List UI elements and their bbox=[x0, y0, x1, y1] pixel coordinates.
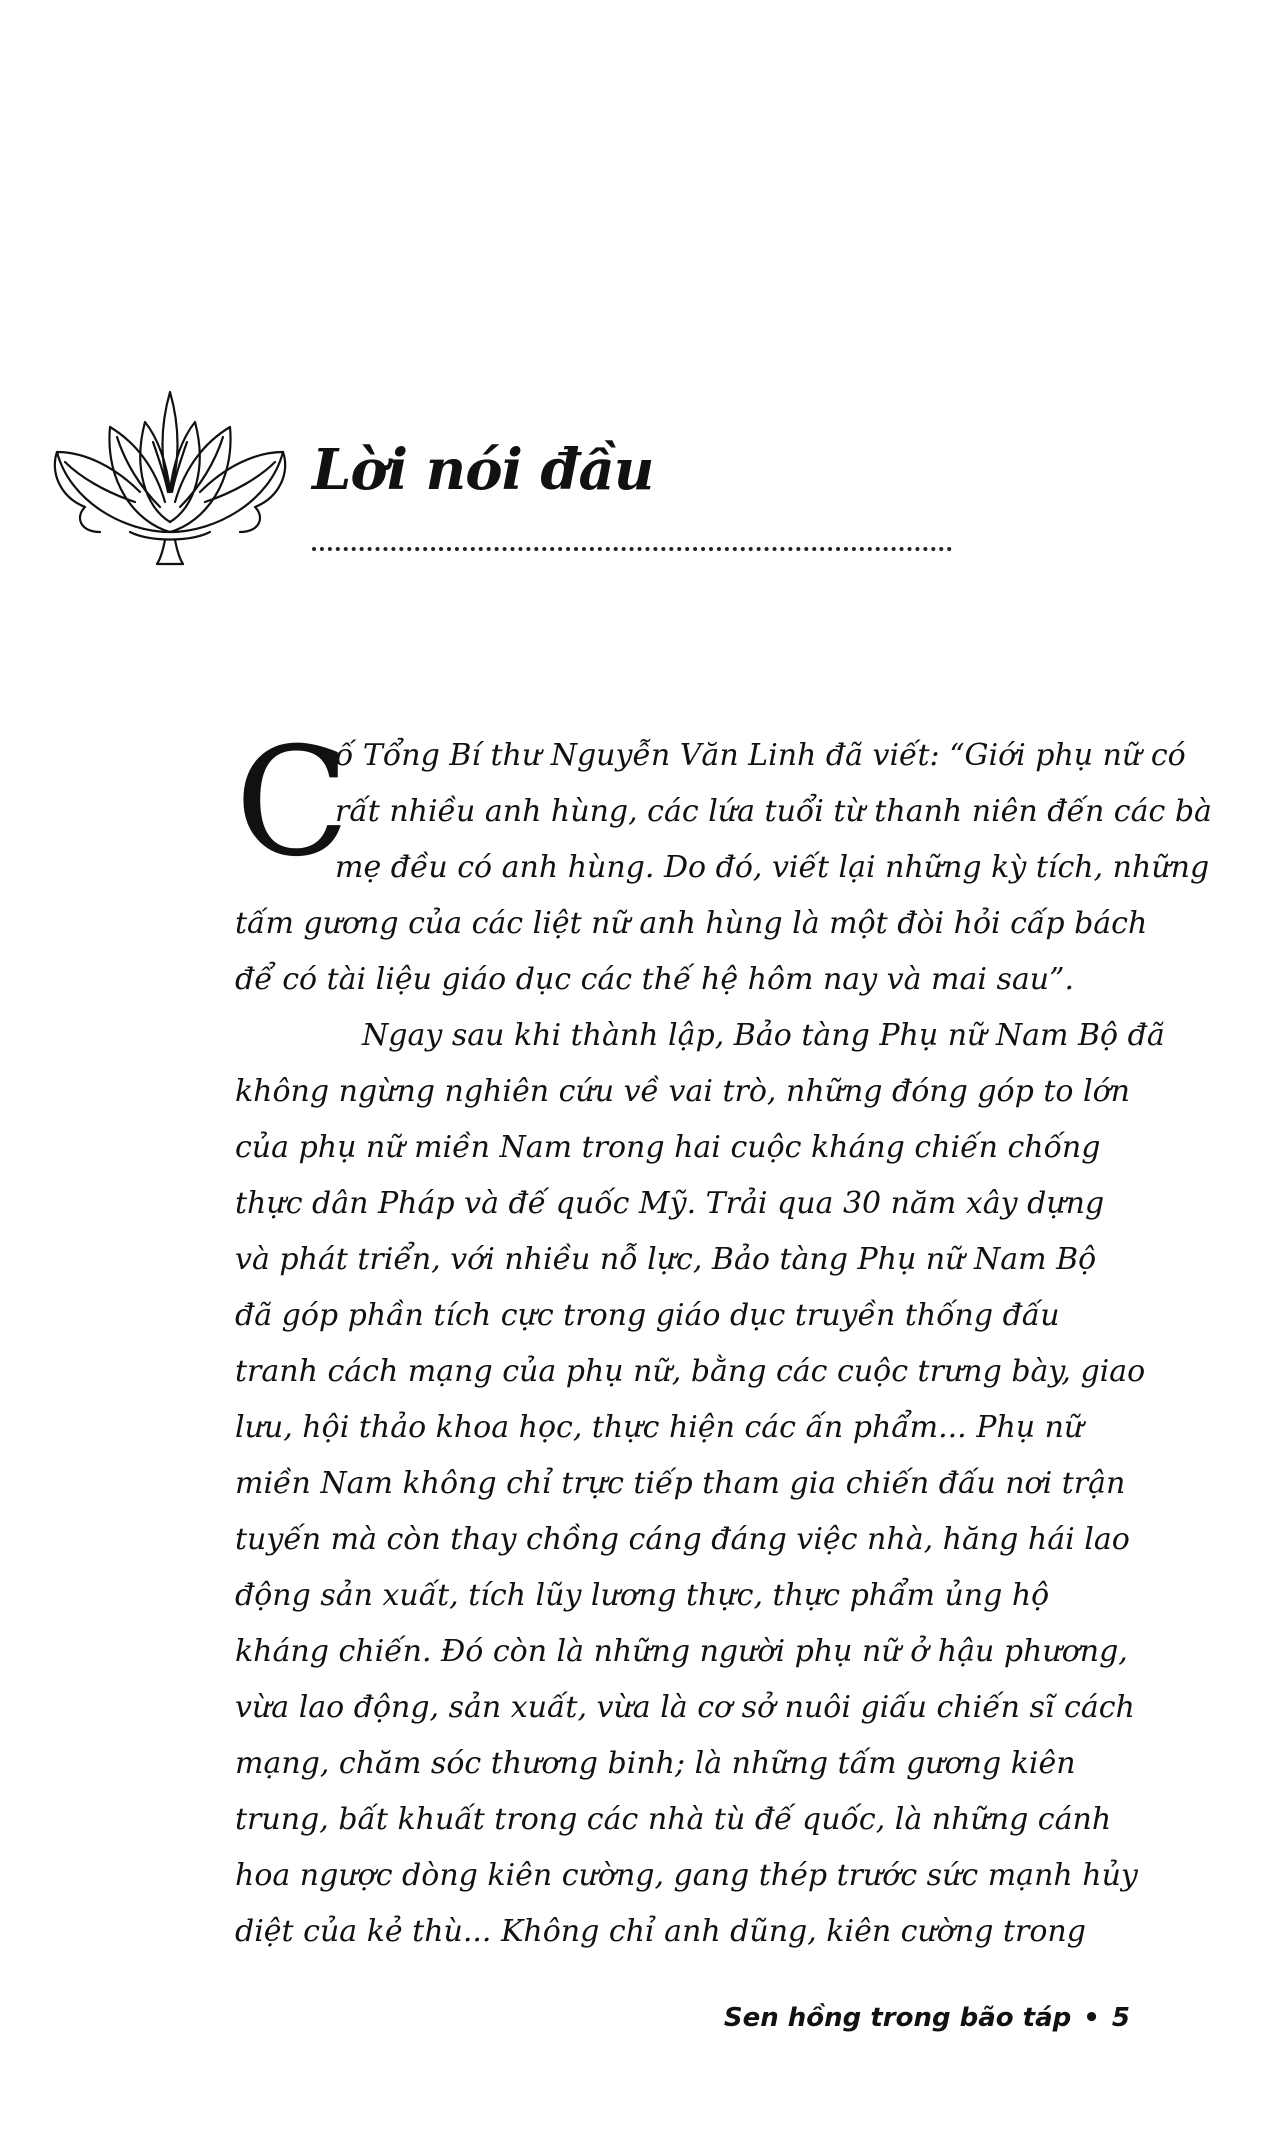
text-line: rất nhiều anh hùng, các lứa tuổi từ thanh niên đến các bà bbox=[335, 794, 1212, 829]
body-text bbox=[235, 716, 1212, 1960]
paragraph-2 bbox=[235, 1008, 1165, 1960]
text-line: hoa ngược dòng kiên cường, gang thép trước sức mạnh hủy bbox=[235, 1858, 1138, 1893]
chapter-title: Lời nói đầu bbox=[312, 437, 654, 503]
text-line: tranh cách mạng của phụ nữ, bằng các cuộc trưng bày, giao bbox=[235, 1354, 1146, 1389]
footer-separator: • bbox=[1083, 2003, 1100, 2033]
text-line: mẹ đều có anh hùng. Do đó, viết lại những kỳ tích, những bbox=[335, 850, 1210, 885]
lotus-flower-icon bbox=[45, 382, 295, 567]
paragraph-1 bbox=[235, 716, 1212, 1008]
text-line: thực dân Pháp và đế quốc Mỹ. Trải qua 30 năm xây dựng bbox=[235, 1186, 1105, 1221]
text-line: và phát triển, với nhiều nỗ lực, Bảo tàng Phụ nữ Nam Bộ bbox=[235, 1242, 1097, 1277]
text-line: diệt của kẻ thù... Không chỉ anh dũng, kiên cường trong bbox=[235, 1914, 1086, 1949]
running-title: Sen hồng trong bão táp bbox=[723, 2003, 1072, 2033]
text-line: của phụ nữ miền Nam trong hai cuộc kháng chiến chống bbox=[235, 1130, 1101, 1165]
text-line: ố Tổng Bí thư Nguyễn Văn Linh đã viết: “Giới phụ nữ có bbox=[335, 738, 1186, 773]
text-line: vừa lao động, sản xuất, vừa là cơ sở nuôi giấu chiến sĩ cách bbox=[235, 1690, 1135, 1725]
drop-cap: C bbox=[235, 716, 350, 890]
page-footer bbox=[724, 2003, 1130, 2033]
text-line: trung, bất khuất trong các nhà tù đế quốc, là những cánh bbox=[235, 1802, 1112, 1837]
text-line: đã góp phần tích cực trong giáo dục truyền thống đấu bbox=[235, 1298, 1060, 1333]
text-line: Ngay sau khi thành lập, Bảo tàng Phụ nữ Nam Bộ đã bbox=[362, 1018, 1165, 1053]
text-line: để có tài liệu giáo dục các thế hệ hôm nay và mai sau”. bbox=[235, 962, 1074, 997]
text-line: tuyến mà còn thay chồng cáng đáng việc nhà, hăng hái lao bbox=[235, 1522, 1130, 1557]
page-number: 5 bbox=[1111, 2003, 1130, 2033]
text-line: mạng, chăm sóc thương binh; là những tấm gương kiên bbox=[235, 1746, 1076, 1781]
text-line: tấm gương của các liệt nữ anh hùng là một đòi hỏi cấp bách bbox=[235, 906, 1148, 941]
text-line: kháng chiến. Đó còn là những người phụ nữ ở hậu phương, bbox=[235, 1634, 1128, 1669]
text-line: động sản xuất, tích lũy lương thực, thực phẩm ủng hộ bbox=[235, 1578, 1050, 1613]
dotted-divider bbox=[312, 547, 952, 551]
text-line: lưu, hội thảo khoa học, thực hiện các ấn phẩm... Phụ nữ bbox=[235, 1410, 1084, 1445]
text-line: không ngừng nghiên cứu về vai trò, những đóng góp to lớn bbox=[235, 1074, 1130, 1109]
text-line: miền Nam không chỉ trực tiếp tham gia chiến đấu nơi trận bbox=[235, 1466, 1126, 1501]
